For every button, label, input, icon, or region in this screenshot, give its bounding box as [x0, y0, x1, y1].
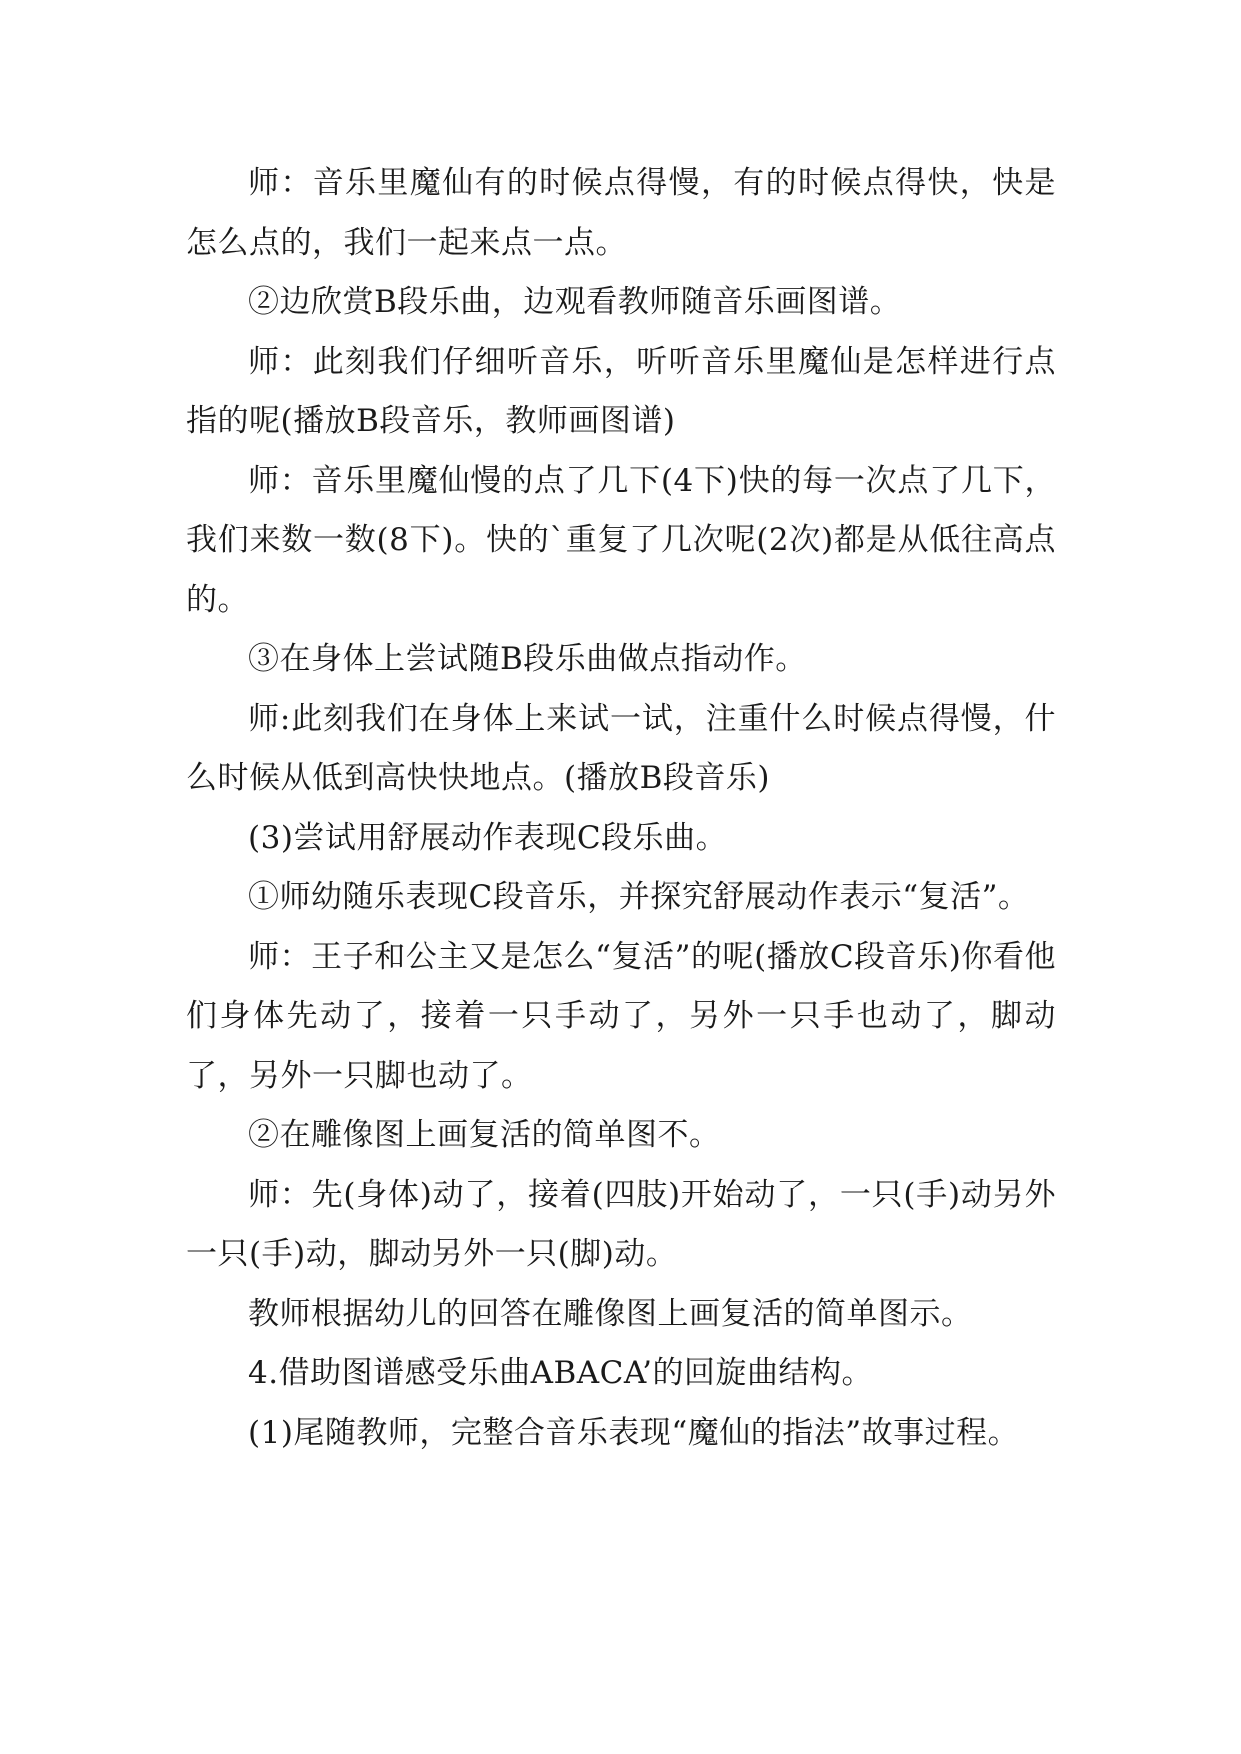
paragraph: 师：音乐里魔仙慢的点了几下(4下)快的每一次点了几下，我们来数一数(8下)。快的`重复了几次呢(2次)都是从低往高点的。: [186, 462, 1056, 618]
paragraph: 师:此刻我们在身体上来试一试，注重什么时候点得慢，什么时候从低到高快快地点。(播放B段音乐): [186, 700, 1056, 796]
paragraph: (1)尾随教师，完整合音乐表现“魔仙的指法”故事过程。: [248, 1414, 1020, 1451]
paragraph: 师：王子和公主又是怎么“复活”的呢(播放C段音乐)你看他们身体先动了，接着一只手动了，另外一只手也动了，脚动了，另外一只脚也动了。: [186, 938, 1056, 1094]
paragraph: 教师根据幼儿的回答在雕像图上画复活的简单图示。: [248, 1295, 973, 1332]
paragraph: ①师幼随乐表现C段音乐，并探究舒展动作表示“复活”。: [248, 879, 1030, 915]
document-body: [186, 154, 1056, 1463]
paragraph: ③在身体上尝试随B段乐曲做点指动作。: [248, 641, 807, 677]
paragraph: ②边欣赏B段乐曲，边观看教师随音乐画图谱。: [248, 284, 902, 320]
paragraph: (3)尝试用舒展动作表现C段乐曲。: [248, 819, 728, 856]
paragraph: 师：此刻我们仔细听音乐，听听音乐里魔仙是怎样进行点指的呢(播放B段音乐，教师画图谱): [186, 343, 1056, 439]
paragraph: 4.借助图谱感受乐曲ABACA’的回旋曲结构。: [248, 1355, 874, 1391]
paragraph: ②在雕像图上画复活的简单图不。: [248, 1117, 721, 1153]
paragraph: 师：先(身体)动了，接着(四肢)开始动了，一只(手)动另外一只(手)动，脚动另外一只(脚)动。: [186, 1176, 1056, 1272]
paragraph: 师：音乐里魔仙有的时候点得慢，有的时候点得快，快是怎么点的，我们一起来点一点。: [186, 165, 1056, 261]
